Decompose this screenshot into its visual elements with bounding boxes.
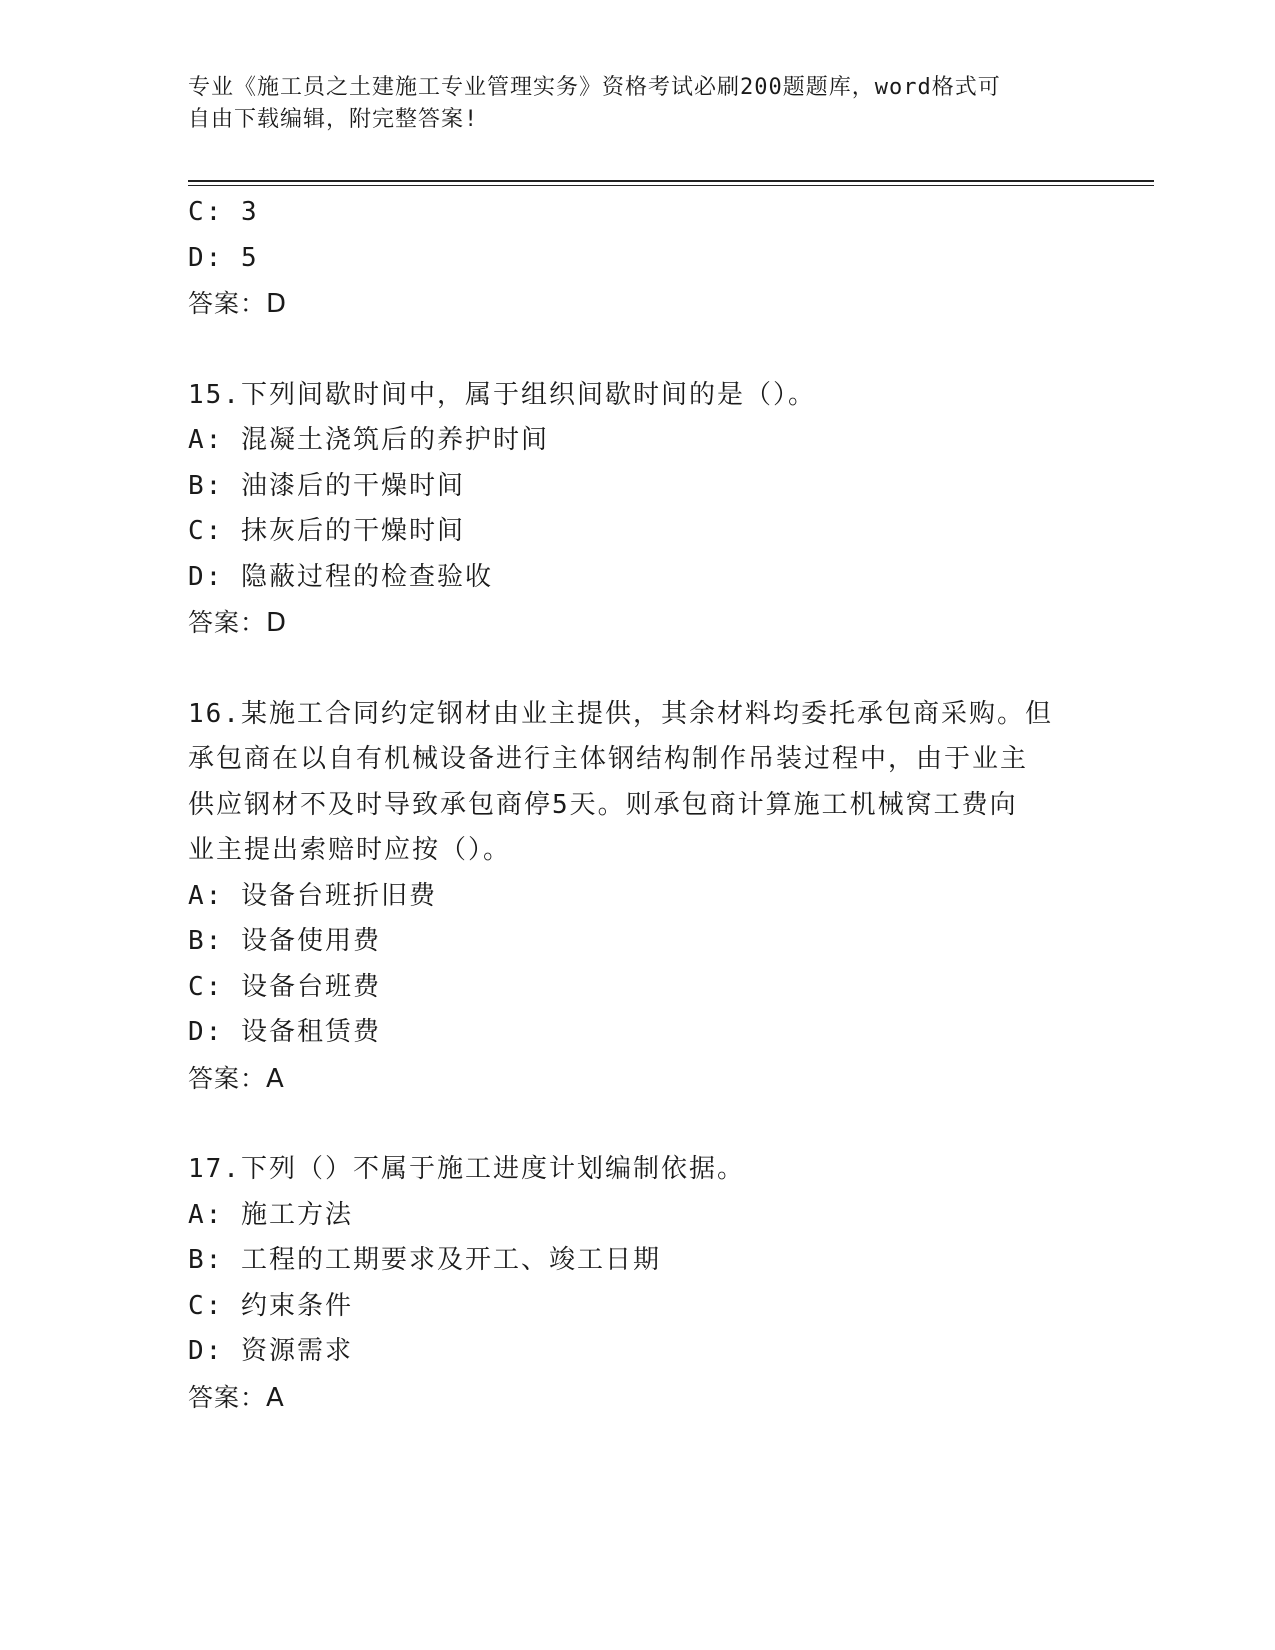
header-line-1: 专业《施工员之土建施工专业管理实务》资格考试必刷200题题库，word格式可 — [188, 75, 1001, 100]
answer-line — [188, 1375, 1088, 1421]
answer-line — [188, 281, 1088, 327]
question-text-line-2: 承包商在以自有机械设备进行主体钢结构制作吊装过程中，由于业主 — [188, 744, 1029, 774]
answer-label: 答案： — [188, 289, 267, 318]
option-c: C: 3 — [188, 197, 259, 227]
option-b: B: 油漆后的干燥时间 — [188, 470, 465, 501]
question-content — [188, 190, 1088, 1420]
answer-label: 答案： — [188, 1063, 267, 1093]
answer-value: A — [266, 1382, 285, 1413]
spacer — [188, 1101, 1088, 1147]
question-text-line-4: 业主提出索赔时应按（）。 — [188, 835, 512, 865]
answer-line — [188, 600, 1088, 646]
option-d: D: 5 — [188, 242, 259, 273]
question-text: 15.下列间歇时间中，属于组织间歇时间的是（）。 — [188, 379, 816, 410]
spacer — [188, 646, 1088, 692]
option-a: A: 施工方法 — [188, 1199, 353, 1230]
option-b: B: 设备使用费 — [188, 926, 381, 956]
question-15 — [188, 373, 1088, 646]
previous-question-tail — [188, 190, 1088, 327]
option-c: C: 约束条件 — [188, 1290, 353, 1321]
answer-value: D — [266, 608, 288, 638]
question-17 — [188, 1147, 1088, 1420]
header-rule-thin — [188, 185, 1154, 186]
answer-label: 答案： — [188, 1382, 267, 1412]
answer-value: D — [266, 289, 288, 319]
document-header — [188, 72, 1088, 136]
question-text: 17.下列（）不属于施工进度计划编制依据。 — [188, 1154, 745, 1184]
question-text-line-1: 16.某施工合同约定钢材由业主提供，其余材料均委托承包商采购。但 — [188, 698, 1053, 729]
option-d: D: 隐蔽过程的检查验收 — [188, 561, 493, 592]
answer-line — [188, 1056, 1088, 1102]
question-text-line-3: 供应钢材不及时导致承包商停5天。则承包商计算施工机械窝工费向 — [188, 789, 1018, 820]
spacer — [188, 327, 1088, 373]
option-d: D: 设备租赁费 — [188, 1017, 381, 1047]
question-16 — [188, 692, 1088, 1102]
option-c: C: 抹灰后的干燥时间 — [188, 516, 465, 546]
header-rule-thick — [188, 180, 1154, 182]
header-line-2: 自由下载编辑，附完整答案! — [188, 107, 479, 132]
answer-label: 答案： — [188, 608, 267, 637]
option-d: D: 资源需求 — [188, 1336, 353, 1366]
answer-value: A — [266, 1063, 285, 1094]
option-a: A: 设备台班折旧费 — [188, 880, 437, 911]
option-b: B: 工程的工期要求及开工、竣工日期 — [188, 1245, 661, 1275]
option-c: C: 设备台班费 — [188, 971, 381, 1002]
option-a: A: 混凝土浇筑后的养护时间 — [188, 425, 549, 455]
